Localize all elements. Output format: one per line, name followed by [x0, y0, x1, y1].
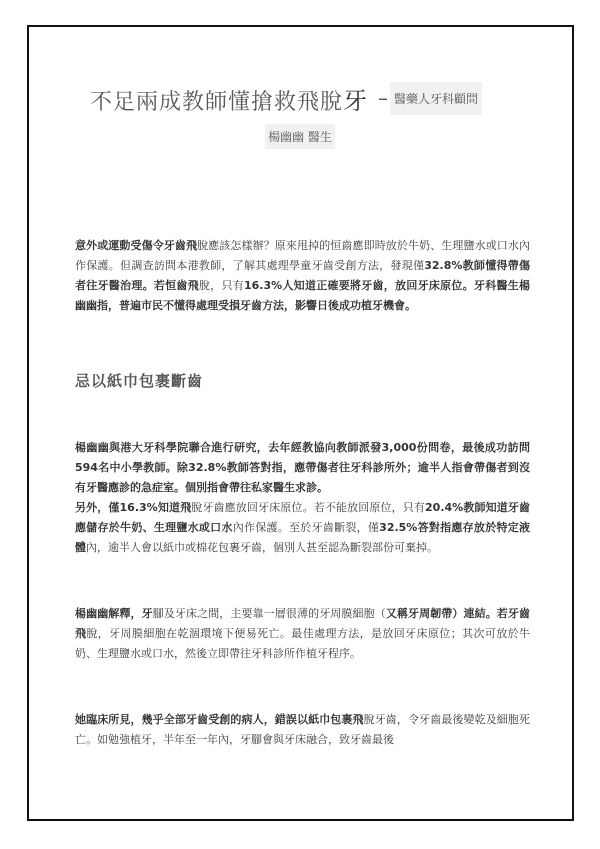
article-subtitle: 醫藥人牙科顧問: [390, 82, 482, 115]
intro-paragraph: 意外或運動受傷令牙齒飛脫應該怎樣辦？原來甩掉的恒齒應即時放於牛奶、生理鹽水或口水內作保護。但調查訪問本港教師，了解其處理學童牙齒受創方法，發現僅32.8%教師懂得帶傷者往牙醫治理。若恒齒飛脫，只有16.3%人知道正確要將牙齒，放回牙床原位。牙科醫生楊幽幽指，普遍市民不懂得處理受損牙齒方法，影響日後成功植牙機會。: [75, 239, 531, 312]
article-title: 不足兩成教師懂搶救飛脫牙: [90, 86, 369, 115]
title-dash: –: [378, 86, 389, 110]
paragraph-explanation: 楊幽幽解釋，牙腳及牙床之間，主要靠一層很薄的牙周膜細胞（又稱牙周韌帶）連結。若牙齒飛脫，牙周膜細胞在乾涸環境下便易死亡。最佳處理方法，是放回牙床原位；其次可放於牛奶、生理鹽水或口水，然後立即帶往牙科診所作植牙程序。: [75, 607, 531, 660]
paragraph-clinical: 她臨床所見，幾乎全部牙齒受創的病人，錯誤以紙巾包裹飛脫牙齒，令牙齒最後變乾及細胞死亡。如勉強植牙，半年至一年內，牙腳會與牙床融合，致牙齒最後: [75, 713, 531, 746]
author-name: 楊幽幽 醫生: [265, 124, 335, 149]
paragraph-findings: 另外，僅16.3%知道飛脫牙齒應放回牙床原位。若不能放回原位，只有20.4%教師知道牙齒應儲存於牛奶、生理鹽水或口水內作保護。至於牙齒斷裂，僅32.5%答對指應存放於特定液體內，逾半人會以紙巾或棉花包裹牙齒，個別人甚至認為斷裂部份可棄掉。: [75, 501, 530, 554]
title-row: [90, 80, 530, 116]
section-heading: 忌以紙巾包裹斷齒: [75, 372, 204, 390]
author-row: [0, 124, 600, 149]
paragraph-study: 楊幽幽與港大牙科學院聯合進行研究，去年經教協向教師派發3,000份問卷，最後成功訪問594名中小學教師。除32.8%教師答對指，應帶傷者往牙科診所外；逾半人指會帶傷者到沒有牙醫應診的急症室。個別指會帶往私家醫生求診。: [75, 441, 530, 494]
